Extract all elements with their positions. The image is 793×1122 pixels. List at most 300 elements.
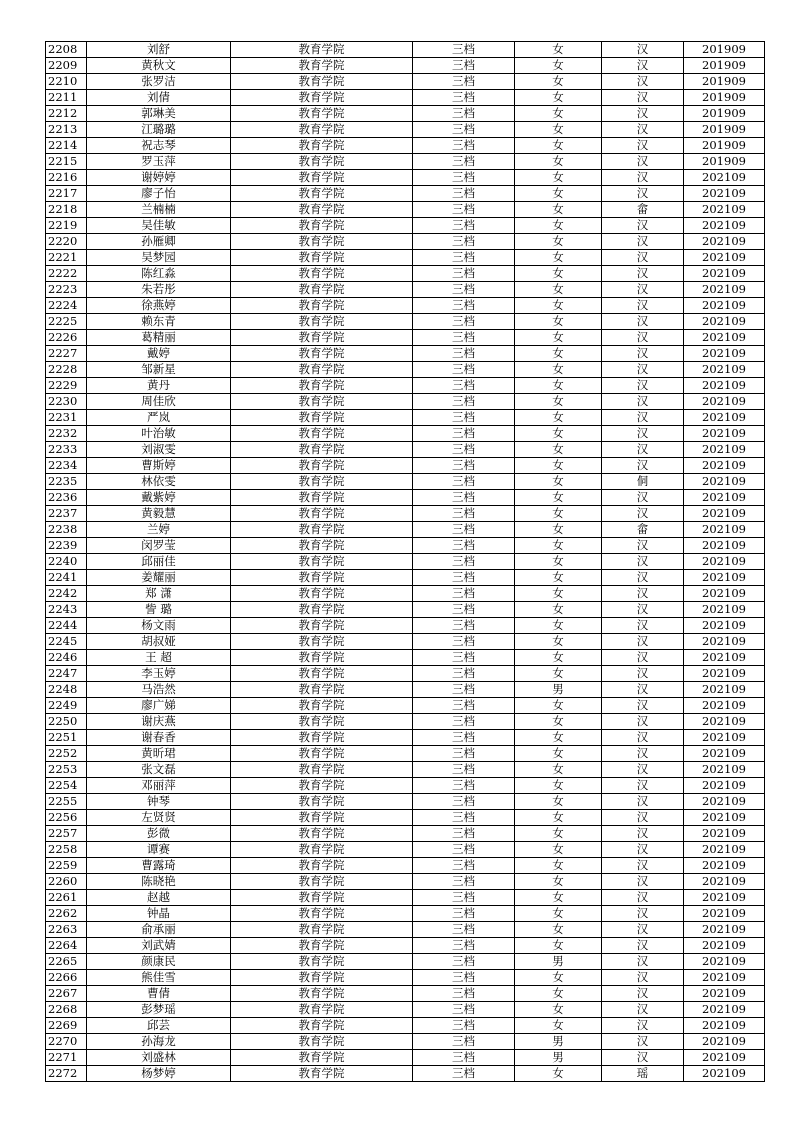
cell-id: 2234 bbox=[46, 458, 87, 474]
cell-grade: 三档 bbox=[413, 778, 515, 794]
cell-gender: 女 bbox=[515, 762, 602, 778]
cell-name: 邹新星 bbox=[87, 362, 231, 378]
table-row bbox=[46, 282, 765, 298]
cell-id: 2223 bbox=[46, 282, 87, 298]
table-row bbox=[46, 890, 765, 906]
cell-college: 教育学院 bbox=[231, 506, 413, 522]
cell-id: 2248 bbox=[46, 682, 87, 698]
cell-year: 202109 bbox=[684, 330, 765, 346]
cell-year: 202109 bbox=[684, 554, 765, 570]
cell-id: 2230 bbox=[46, 394, 87, 410]
cell-id: 2233 bbox=[46, 442, 87, 458]
cell-ethnic: 汉 bbox=[602, 938, 684, 954]
table-row bbox=[46, 794, 765, 810]
cell-id: 2212 bbox=[46, 106, 87, 122]
cell-id: 2213 bbox=[46, 122, 87, 138]
cell-ethnic: 汉 bbox=[602, 330, 684, 346]
cell-gender: 女 bbox=[515, 42, 602, 58]
cell-id: 2224 bbox=[46, 298, 87, 314]
cell-year: 202109 bbox=[684, 906, 765, 922]
cell-name: 葛精丽 bbox=[87, 330, 231, 346]
cell-name: 谢庆燕 bbox=[87, 714, 231, 730]
cell-year: 202109 bbox=[684, 874, 765, 890]
cell-ethnic: 汉 bbox=[602, 346, 684, 362]
cell-year: 202109 bbox=[684, 986, 765, 1002]
cell-year: 202109 bbox=[684, 826, 765, 842]
cell-year: 202109 bbox=[684, 314, 765, 330]
cell-college: 教育学院 bbox=[231, 378, 413, 394]
cell-name: 郭琳美 bbox=[87, 106, 231, 122]
table-row bbox=[46, 570, 765, 586]
cell-ethnic: 侗 bbox=[602, 474, 684, 490]
cell-ethnic: 汉 bbox=[602, 714, 684, 730]
cell-grade: 三档 bbox=[413, 410, 515, 426]
cell-gender: 女 bbox=[515, 378, 602, 394]
cell-id: 2227 bbox=[46, 346, 87, 362]
cell-ethnic: 汉 bbox=[602, 906, 684, 922]
cell-year: 202109 bbox=[684, 778, 765, 794]
cell-year: 202109 bbox=[684, 186, 765, 202]
cell-year: 202109 bbox=[684, 234, 765, 250]
table-row bbox=[46, 410, 765, 426]
cell-gender: 女 bbox=[515, 538, 602, 554]
cell-year: 202109 bbox=[684, 346, 765, 362]
table-row bbox=[46, 714, 765, 730]
cell-grade: 三档 bbox=[413, 266, 515, 282]
cell-grade: 三档 bbox=[413, 186, 515, 202]
cell-id: 2260 bbox=[46, 874, 87, 890]
table-row bbox=[46, 682, 765, 698]
cell-grade: 三档 bbox=[413, 74, 515, 90]
cell-ethnic: 汉 bbox=[602, 186, 684, 202]
cell-year: 201909 bbox=[684, 154, 765, 170]
cell-ethnic: 汉 bbox=[602, 362, 684, 378]
cell-grade: 三档 bbox=[413, 1066, 515, 1082]
cell-name: 邱丽佳 bbox=[87, 554, 231, 570]
cell-ethnic: 汉 bbox=[602, 842, 684, 858]
cell-id: 2219 bbox=[46, 218, 87, 234]
cell-grade: 三档 bbox=[413, 762, 515, 778]
cell-id: 2259 bbox=[46, 858, 87, 874]
cell-year: 202109 bbox=[684, 442, 765, 458]
cell-college: 教育学院 bbox=[231, 570, 413, 586]
cell-gender: 女 bbox=[515, 394, 602, 410]
cell-year: 202109 bbox=[684, 490, 765, 506]
cell-college: 教育学院 bbox=[231, 730, 413, 746]
cell-grade: 三档 bbox=[413, 458, 515, 474]
table-row bbox=[46, 826, 765, 842]
table-row bbox=[46, 442, 765, 458]
cell-year: 202109 bbox=[684, 714, 765, 730]
cell-name: 周佳欣 bbox=[87, 394, 231, 410]
cell-year: 202109 bbox=[684, 266, 765, 282]
cell-year: 202109 bbox=[684, 410, 765, 426]
cell-id: 2229 bbox=[46, 378, 87, 394]
cell-year: 202109 bbox=[684, 474, 765, 490]
cell-ethnic: 汉 bbox=[602, 826, 684, 842]
cell-gender: 女 bbox=[515, 330, 602, 346]
cell-id: 2241 bbox=[46, 570, 87, 586]
table-row bbox=[46, 762, 765, 778]
cell-grade: 三档 bbox=[413, 362, 515, 378]
cell-college: 教育学院 bbox=[231, 634, 413, 650]
cell-ethnic: 汉 bbox=[602, 170, 684, 186]
cell-id: 2238 bbox=[46, 522, 87, 538]
cell-id: 2242 bbox=[46, 586, 87, 602]
table-row bbox=[46, 330, 765, 346]
cell-grade: 三档 bbox=[413, 986, 515, 1002]
cell-gender: 女 bbox=[515, 234, 602, 250]
cell-ethnic: 汉 bbox=[602, 106, 684, 122]
cell-name: 兰婷 bbox=[87, 522, 231, 538]
cell-gender: 女 bbox=[515, 906, 602, 922]
cell-ethnic: 汉 bbox=[602, 250, 684, 266]
cell-year: 202109 bbox=[684, 458, 765, 474]
cell-college: 教育学院 bbox=[231, 410, 413, 426]
cell-id: 2232 bbox=[46, 426, 87, 442]
cell-id: 2215 bbox=[46, 154, 87, 170]
cell-gender: 女 bbox=[515, 778, 602, 794]
table-row bbox=[46, 346, 765, 362]
cell-college: 教育学院 bbox=[231, 202, 413, 218]
cell-year: 202109 bbox=[684, 522, 765, 538]
cell-year: 202109 bbox=[684, 1018, 765, 1034]
table-row bbox=[46, 746, 765, 762]
cell-college: 教育学院 bbox=[231, 538, 413, 554]
document-page bbox=[45, 41, 764, 1082]
cell-year: 202109 bbox=[684, 810, 765, 826]
cell-name: 张文磊 bbox=[87, 762, 231, 778]
cell-ethnic: 瑶 bbox=[602, 1066, 684, 1082]
cell-college: 教育学院 bbox=[231, 938, 413, 954]
cell-ethnic: 汉 bbox=[602, 682, 684, 698]
cell-name: 江璐璐 bbox=[87, 122, 231, 138]
cell-college: 教育学院 bbox=[231, 762, 413, 778]
cell-ethnic: 汉 bbox=[602, 922, 684, 938]
table-row bbox=[46, 778, 765, 794]
cell-grade: 三档 bbox=[413, 250, 515, 266]
cell-grade: 三档 bbox=[413, 906, 515, 922]
table-row bbox=[46, 954, 765, 970]
cell-name: 姜耀丽 bbox=[87, 570, 231, 586]
cell-name: 刘淑雯 bbox=[87, 442, 231, 458]
cell-id: 2246 bbox=[46, 650, 87, 666]
table-row bbox=[46, 234, 765, 250]
cell-name: 曹倩 bbox=[87, 986, 231, 1002]
cell-college: 教育学院 bbox=[231, 1050, 413, 1066]
cell-college: 教育学院 bbox=[231, 794, 413, 810]
cell-grade: 三档 bbox=[413, 170, 515, 186]
cell-ethnic: 汉 bbox=[602, 762, 684, 778]
cell-college: 教育学院 bbox=[231, 618, 413, 634]
cell-ethnic: 畲 bbox=[602, 202, 684, 218]
cell-college: 教育学院 bbox=[231, 250, 413, 266]
cell-gender: 女 bbox=[515, 474, 602, 490]
cell-college: 教育学院 bbox=[231, 426, 413, 442]
cell-grade: 三档 bbox=[413, 298, 515, 314]
cell-college: 教育学院 bbox=[231, 890, 413, 906]
cell-grade: 三档 bbox=[413, 570, 515, 586]
table-row bbox=[46, 666, 765, 682]
cell-college: 教育学院 bbox=[231, 906, 413, 922]
cell-grade: 三档 bbox=[413, 490, 515, 506]
cell-id: 2220 bbox=[46, 234, 87, 250]
cell-college: 教育学院 bbox=[231, 346, 413, 362]
cell-ethnic: 汉 bbox=[602, 1034, 684, 1050]
cell-gender: 女 bbox=[515, 1066, 602, 1082]
cell-grade: 三档 bbox=[413, 234, 515, 250]
cell-name: 左贤贤 bbox=[87, 810, 231, 826]
cell-name: 严岚 bbox=[87, 410, 231, 426]
cell-id: 2262 bbox=[46, 906, 87, 922]
cell-gender: 女 bbox=[515, 874, 602, 890]
cell-id: 2272 bbox=[46, 1066, 87, 1082]
cell-college: 教育学院 bbox=[231, 698, 413, 714]
cell-college: 教育学院 bbox=[231, 682, 413, 698]
cell-gender: 女 bbox=[515, 986, 602, 1002]
table-row bbox=[46, 1018, 765, 1034]
table-row bbox=[46, 842, 765, 858]
cell-ethnic: 汉 bbox=[602, 538, 684, 554]
cell-ethnic: 汉 bbox=[602, 282, 684, 298]
cell-name: 杨文雨 bbox=[87, 618, 231, 634]
cell-name: 谢婷婷 bbox=[87, 170, 231, 186]
cell-id: 2217 bbox=[46, 186, 87, 202]
table-row bbox=[46, 858, 765, 874]
cell-gender: 女 bbox=[515, 890, 602, 906]
cell-name: 王 超 bbox=[87, 650, 231, 666]
cell-id: 2266 bbox=[46, 970, 87, 986]
cell-grade: 三档 bbox=[413, 282, 515, 298]
cell-id: 2221 bbox=[46, 250, 87, 266]
cell-ethnic: 汉 bbox=[602, 314, 684, 330]
cell-name: 刘武婧 bbox=[87, 938, 231, 954]
cell-gender: 女 bbox=[515, 714, 602, 730]
cell-year: 202109 bbox=[684, 682, 765, 698]
cell-gender: 女 bbox=[515, 922, 602, 938]
cell-gender: 女 bbox=[515, 74, 602, 90]
cell-ethnic: 汉 bbox=[602, 42, 684, 58]
table-row bbox=[46, 522, 765, 538]
cell-gender: 女 bbox=[515, 570, 602, 586]
student-table bbox=[45, 41, 765, 1082]
cell-college: 教育学院 bbox=[231, 458, 413, 474]
cell-gender: 女 bbox=[515, 250, 602, 266]
cell-id: 2256 bbox=[46, 810, 87, 826]
cell-ethnic: 汉 bbox=[602, 378, 684, 394]
cell-college: 教育学院 bbox=[231, 298, 413, 314]
table-row bbox=[46, 986, 765, 1002]
cell-id: 2257 bbox=[46, 826, 87, 842]
table-row bbox=[46, 506, 765, 522]
table-body bbox=[46, 42, 765, 1082]
cell-name: 廖广娣 bbox=[87, 698, 231, 714]
cell-gender: 女 bbox=[515, 730, 602, 746]
cell-year: 201909 bbox=[684, 138, 765, 154]
cell-name: 马浩然 bbox=[87, 682, 231, 698]
table-row bbox=[46, 106, 765, 122]
cell-year: 202109 bbox=[684, 746, 765, 762]
cell-gender: 女 bbox=[515, 794, 602, 810]
cell-gender: 女 bbox=[515, 202, 602, 218]
cell-id: 2240 bbox=[46, 554, 87, 570]
cell-gender: 女 bbox=[515, 506, 602, 522]
cell-name: 彭微 bbox=[87, 826, 231, 842]
table-row bbox=[46, 250, 765, 266]
cell-year: 201909 bbox=[684, 42, 765, 58]
cell-year: 202109 bbox=[684, 698, 765, 714]
cell-year: 202109 bbox=[684, 250, 765, 266]
cell-id: 2210 bbox=[46, 74, 87, 90]
cell-college: 教育学院 bbox=[231, 74, 413, 90]
table-row bbox=[46, 186, 765, 202]
cell-college: 教育学院 bbox=[231, 874, 413, 890]
cell-gender: 女 bbox=[515, 970, 602, 986]
cell-id: 2263 bbox=[46, 922, 87, 938]
cell-gender: 女 bbox=[515, 458, 602, 474]
cell-name: 黄毅慧 bbox=[87, 506, 231, 522]
cell-id: 2208 bbox=[46, 42, 87, 58]
cell-grade: 三档 bbox=[413, 154, 515, 170]
cell-name: 吴佳敏 bbox=[87, 218, 231, 234]
table-row bbox=[46, 426, 765, 442]
cell-gender: 女 bbox=[515, 650, 602, 666]
cell-college: 教育学院 bbox=[231, 42, 413, 58]
cell-grade: 三档 bbox=[413, 506, 515, 522]
cell-name: 颜康民 bbox=[87, 954, 231, 970]
cell-id: 2214 bbox=[46, 138, 87, 154]
cell-id: 2243 bbox=[46, 602, 87, 618]
table-row bbox=[46, 874, 765, 890]
cell-grade: 三档 bbox=[413, 602, 515, 618]
cell-grade: 三档 bbox=[413, 826, 515, 842]
cell-grade: 三档 bbox=[413, 842, 515, 858]
cell-id: 2255 bbox=[46, 794, 87, 810]
cell-year: 202109 bbox=[684, 202, 765, 218]
table-row bbox=[46, 58, 765, 74]
cell-year: 201909 bbox=[684, 58, 765, 74]
cell-gender: 女 bbox=[515, 522, 602, 538]
table-row bbox=[46, 474, 765, 490]
cell-gender: 女 bbox=[515, 826, 602, 842]
cell-ethnic: 汉 bbox=[602, 746, 684, 762]
cell-id: 2216 bbox=[46, 170, 87, 186]
cell-college: 教育学院 bbox=[231, 858, 413, 874]
cell-id: 2226 bbox=[46, 330, 87, 346]
cell-college: 教育学院 bbox=[231, 474, 413, 490]
cell-year: 202109 bbox=[684, 634, 765, 650]
cell-gender: 女 bbox=[515, 554, 602, 570]
cell-year: 201909 bbox=[684, 122, 765, 138]
cell-ethnic: 汉 bbox=[602, 986, 684, 1002]
cell-college: 教育学院 bbox=[231, 522, 413, 538]
cell-grade: 三档 bbox=[413, 202, 515, 218]
cell-grade: 三档 bbox=[413, 1002, 515, 1018]
cell-grade: 三档 bbox=[413, 554, 515, 570]
cell-ethnic: 汉 bbox=[602, 266, 684, 282]
cell-name: 俞承丽 bbox=[87, 922, 231, 938]
cell-ethnic: 汉 bbox=[602, 730, 684, 746]
cell-ethnic: 汉 bbox=[602, 410, 684, 426]
cell-ethnic: 汉 bbox=[602, 154, 684, 170]
cell-grade: 三档 bbox=[413, 954, 515, 970]
cell-id: 2270 bbox=[46, 1034, 87, 1050]
cell-year: 202109 bbox=[684, 1002, 765, 1018]
table-row bbox=[46, 490, 765, 506]
cell-id: 2245 bbox=[46, 634, 87, 650]
cell-grade: 三档 bbox=[413, 1018, 515, 1034]
cell-college: 教育学院 bbox=[231, 666, 413, 682]
cell-year: 202109 bbox=[684, 586, 765, 602]
cell-id: 2239 bbox=[46, 538, 87, 554]
cell-year: 202109 bbox=[684, 938, 765, 954]
table-row bbox=[46, 458, 765, 474]
table-row bbox=[46, 1002, 765, 1018]
cell-gender: 女 bbox=[515, 602, 602, 618]
cell-name: 孙雁卿 bbox=[87, 234, 231, 250]
cell-year: 202109 bbox=[684, 506, 765, 522]
cell-id: 2258 bbox=[46, 842, 87, 858]
cell-ethnic: 汉 bbox=[602, 650, 684, 666]
cell-name: 曹露琦 bbox=[87, 858, 231, 874]
cell-college: 教育学院 bbox=[231, 266, 413, 282]
cell-ethnic: 汉 bbox=[602, 426, 684, 442]
cell-grade: 三档 bbox=[413, 106, 515, 122]
cell-id: 2222 bbox=[46, 266, 87, 282]
cell-grade: 三档 bbox=[413, 650, 515, 666]
cell-name: 熊佳雪 bbox=[87, 970, 231, 986]
cell-grade: 三档 bbox=[413, 714, 515, 730]
table-row bbox=[46, 266, 765, 282]
cell-gender: 女 bbox=[515, 410, 602, 426]
table-row bbox=[46, 218, 765, 234]
cell-name: 刘舒 bbox=[87, 42, 231, 58]
cell-gender: 女 bbox=[515, 170, 602, 186]
cell-gender: 女 bbox=[515, 138, 602, 154]
table-row bbox=[46, 650, 765, 666]
cell-grade: 三档 bbox=[413, 58, 515, 74]
cell-grade: 三档 bbox=[413, 1050, 515, 1066]
cell-name: 谭赛 bbox=[87, 842, 231, 858]
cell-gender: 女 bbox=[515, 314, 602, 330]
cell-id: 2249 bbox=[46, 698, 87, 714]
cell-year: 202109 bbox=[684, 1050, 765, 1066]
cell-grade: 三档 bbox=[413, 378, 515, 394]
cell-college: 教育学院 bbox=[231, 234, 413, 250]
cell-ethnic: 汉 bbox=[602, 554, 684, 570]
cell-grade: 三档 bbox=[413, 218, 515, 234]
cell-gender: 女 bbox=[515, 346, 602, 362]
cell-year: 202109 bbox=[684, 954, 765, 970]
cell-name: 钟晶 bbox=[87, 906, 231, 922]
cell-grade: 三档 bbox=[413, 314, 515, 330]
cell-year: 202109 bbox=[684, 970, 765, 986]
cell-college: 教育学院 bbox=[231, 714, 413, 730]
cell-id: 2211 bbox=[46, 90, 87, 106]
cell-year: 202109 bbox=[684, 890, 765, 906]
cell-name: 兰楠楠 bbox=[87, 202, 231, 218]
cell-year: 201909 bbox=[684, 90, 765, 106]
cell-name: 孙海龙 bbox=[87, 1034, 231, 1050]
cell-college: 教育学院 bbox=[231, 826, 413, 842]
cell-name: 杨梦婷 bbox=[87, 1066, 231, 1082]
cell-college: 教育学院 bbox=[231, 122, 413, 138]
cell-college: 教育学院 bbox=[231, 218, 413, 234]
cell-grade: 三档 bbox=[413, 746, 515, 762]
cell-ethnic: 汉 bbox=[602, 1050, 684, 1066]
cell-id: 2228 bbox=[46, 362, 87, 378]
cell-year: 202109 bbox=[684, 394, 765, 410]
